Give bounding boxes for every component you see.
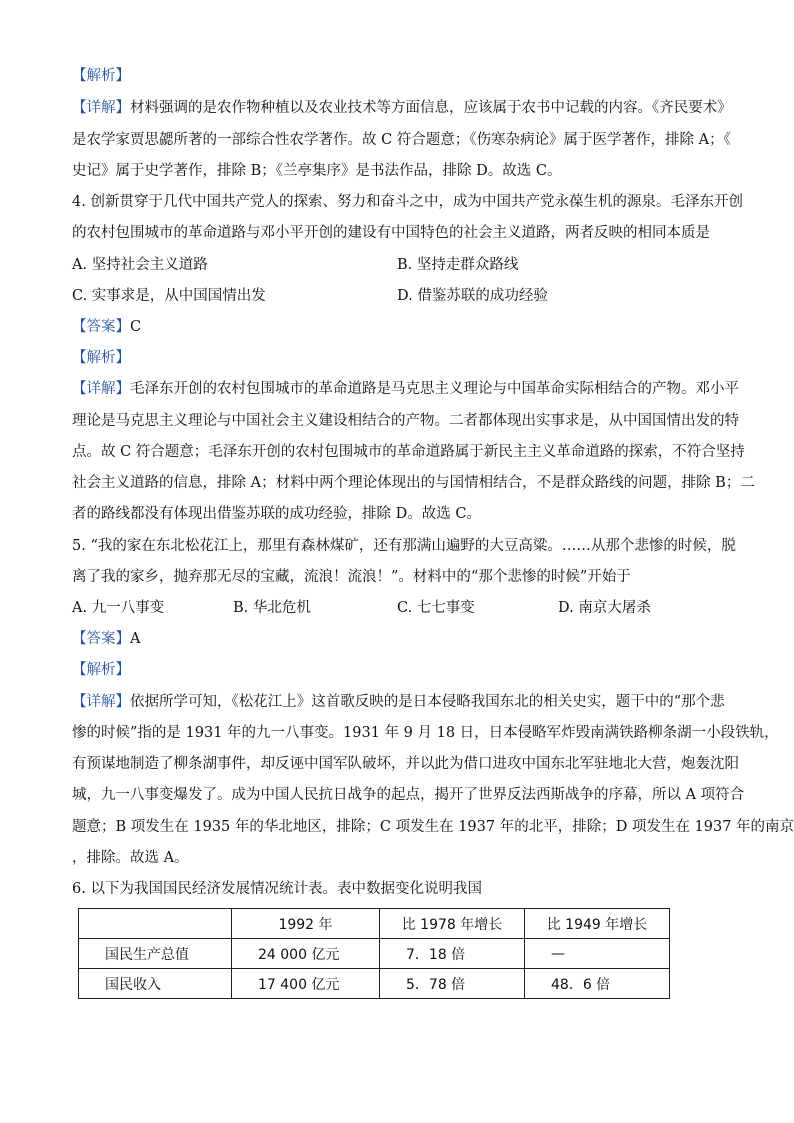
xiangjie-line: ，排除。故选 A。	[72, 850, 189, 866]
table-header-cell: 比 1949 年增长	[525, 909, 670, 939]
jiexi-label: 【解析】	[72, 68, 130, 84]
xiangjie-line: 有预谋地制造了柳条湖事件，却反诬中国军队破坏，并以此为借口进攻中国东北军驻地北大营，炮轰沈阳	[72, 756, 739, 772]
question-4-stem: 的农村包围城市的革命道路与邓小平开创的建设有中国特色的社会主义道路，两者反映的相同本质是	[72, 225, 710, 241]
xiangjie-line: 点。故 C 符合题意；毛泽东开创的农村包围城市的革命道路属于新民主主义革命道路的探索，不符合坚持	[72, 444, 745, 460]
table-cell: 24 000 亿元	[232, 939, 380, 969]
xiangjie-line: 城，九一八事变爆发了。成为中国人民抗日战争的起点，揭开了世界反法西斯战争的序幕，所以 A 项符合	[72, 787, 745, 803]
question-5-stem: 5. “我的家在东北松花江上，那里有森林煤矿，还有那满山遍野的大豆高粱。……从那个悲惨的时候，脱	[72, 538, 736, 554]
q4-option-a: A. 坚持社会主义道路	[72, 257, 208, 273]
answer-value: A	[130, 631, 141, 647]
xiangjie-line: 惨的时候”指的是 1931 年的九一八事变。1931 年 9 月 18 日，日本侵略军炸毁南满铁路柳条湖一小段铁轨，	[72, 725, 779, 741]
q4-option-d: D. 借鉴苏联的成功经验	[397, 288, 548, 304]
question-5-stem: 离了我的家乡，抛弃那无尽的宝藏，流浪！流浪！”。材料中的“那个悲惨的时候”开始于	[72, 569, 631, 585]
q5-answer	[72, 629, 140, 649]
economy-stats-table	[78, 908, 670, 999]
q5-option-d: D. 南京大屠杀	[558, 600, 651, 616]
xiangjie-line: 题意；B 项发生在 1935 年的华北地区，排除；C 项发生在 1937 年的北平，排除；D 项发生在 1937 年的南京	[72, 819, 794, 835]
xiangjie-line: 社会主义道路的信息，排除 A；材料中两个理论体现出的与国情相结合，不是群众路线的问题，排除 B；二	[72, 475, 755, 491]
xiangjie-line: 者的路线都没有体现出借鉴苏联的成功经验，排除 D。故选 C。	[72, 506, 481, 522]
table-row	[79, 969, 670, 999]
xiangjie-label: 【详解】	[72, 100, 130, 116]
xiangjie-line: 是农学家贾思勰所著的一部综合性农学著作。故 C 符合题意；《伤寒杂病论》属于医学著作，排除 A；《	[72, 132, 731, 148]
q4-answer	[72, 317, 141, 337]
xiangjie-label: 【详解】	[72, 694, 130, 710]
table-header-row	[79, 909, 670, 939]
table-cell: 5．78 倍	[380, 969, 525, 999]
question-4-stem: 4. 创新贯穿于几代中国共产党人的探索、努力和奋斗之中，成为中国共产党永葆生机的源泉。毛泽东开创	[72, 194, 743, 210]
xiangjie-line: 【详解】依据所学可知，《松花江上》这首歌反映的是日本侵略我国东北的相关史实，题干中的“那个悲	[72, 694, 725, 710]
answer-label: 【答案】	[72, 631, 130, 647]
answer-label: 【答案】	[72, 319, 130, 335]
xiangjie-label: 【详解】	[72, 381, 130, 397]
answer-value: C	[130, 319, 142, 335]
jiexi-label: 【解析】	[72, 350, 130, 366]
table-header-cell	[79, 909, 232, 939]
q5-option-b: B. 华北危机	[233, 600, 311, 616]
xiangjie-line: 【详解】材料强调的是农作物种植以及农业技术等方面信息，应该属于农书中记载的内容。《齐民要术》	[72, 100, 732, 116]
table-row	[79, 939, 670, 969]
q4-option-c: C. 实事求是，从中国国情出发	[72, 288, 266, 304]
table-header-cell: 1992 年	[232, 909, 380, 939]
question-6-stem: 6. 以下为我国国民经济发展情况统计表。表中数据变化说明我国	[72, 881, 482, 897]
xiangjie-line: 理论是马克思主义理论与中国社会主义建设相结合的产物。二者都体现出实事求是，从中国国情出发的特	[72, 413, 739, 429]
table-cell: 国民收入	[79, 969, 232, 999]
q5-option-c: C. 七七事变	[397, 600, 475, 616]
table-cell: 17 400 亿元	[232, 969, 380, 999]
table-cell: 国民生产总值	[79, 939, 232, 969]
table-cell: —	[525, 939, 670, 969]
xiangjie-line: 史记》属于史学著作，排除 B；《兰亭集序》是书法作品，排除 D。故选 C。	[72, 163, 562, 179]
q5-option-a: A. 九一八事变	[72, 600, 165, 616]
q4-option-b: B. 坚持走群众路线	[397, 257, 519, 273]
jiexi-label: 【解析】	[72, 662, 130, 678]
table-header-cell: 比 1978 年增长	[380, 909, 525, 939]
xiangjie-line: 【详解】毛泽东开创的农村包围城市的革命道路是马克思主义理论与中国革命实际相结合的产物。邓小平	[72, 381, 739, 397]
table-cell: 7．18 倍	[380, 939, 525, 969]
table-cell: 48．6 倍	[525, 969, 670, 999]
